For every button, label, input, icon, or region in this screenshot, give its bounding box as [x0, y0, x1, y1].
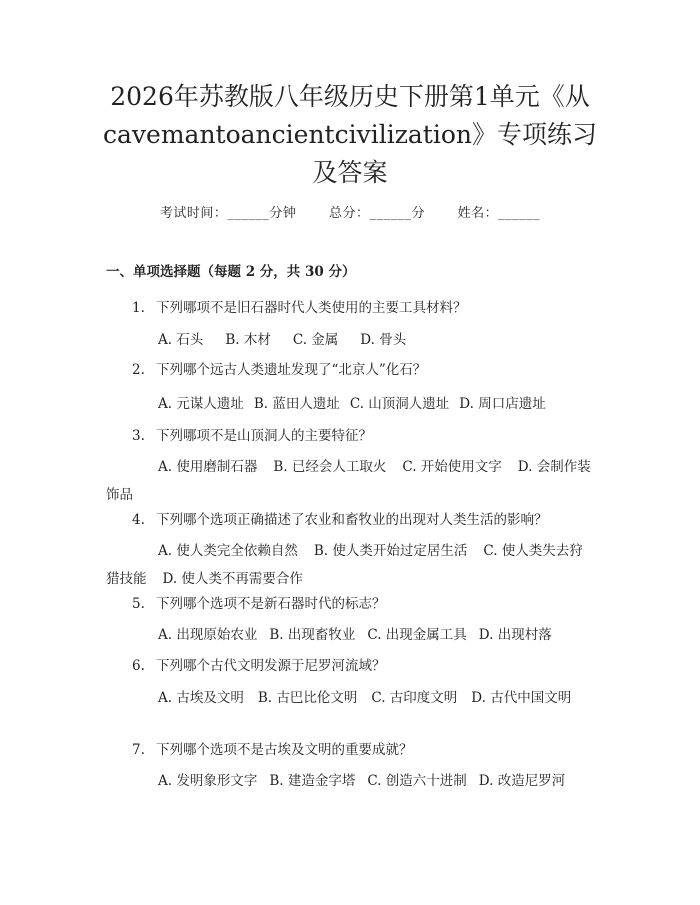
question-4-options	[106, 537, 592, 593]
question-4	[132, 510, 548, 530]
option-a: A. 出现原始农业	[158, 627, 258, 643]
option-a: A. 石头	[158, 332, 204, 348]
question-text: 下列哪个远古人类遗址发现了“北京人”化石？	[156, 362, 427, 378]
option-d: D. 使人类不再需要合作	[162, 571, 303, 587]
option-a: A. 元谋人遗址	[158, 396, 244, 412]
question-text: 下列哪项不是旧石器时代人类使用的主要工具材料？	[156, 300, 467, 316]
question-number: 1.	[132, 300, 145, 316]
question-7	[132, 740, 413, 760]
question-7-options	[106, 767, 592, 795]
option-b: B. 已经会人工取火	[273, 459, 387, 475]
question-2	[132, 360, 426, 380]
option-c: C. 使人类失去狩猎技能	[106, 543, 583, 587]
section-title: 一、单项选择题（每题 2 分，共 30 分）	[106, 264, 356, 280]
question-number: 5.	[132, 596, 145, 612]
exam-meta-line	[0, 204, 700, 224]
option-c: C. 金属	[292, 332, 339, 348]
question-6	[132, 656, 386, 676]
question-text: 下列哪个选项不是新石器时代的标志？	[156, 596, 386, 612]
total-score-field: 总分：______分	[328, 206, 425, 221]
question-number: 6.	[132, 658, 145, 674]
option-d: D. 周口店遗址	[459, 396, 546, 412]
option-b: B. 建造金字塔	[269, 773, 356, 789]
title-line-1: 2026年苏教版八年级历史下册第1单元《从	[110, 82, 590, 111]
option-d: D. 古代中国文明	[471, 690, 572, 706]
option-c: C. 古印度文明	[371, 690, 458, 706]
question-1	[132, 298, 467, 318]
question-5-options	[106, 621, 592, 649]
option-d: D. 骨头	[360, 332, 407, 348]
option-c: C. 山顶洞人遗址	[349, 396, 450, 412]
exam-time-field: 考试时间：______分钟	[159, 206, 297, 221]
question-number: 7.	[132, 742, 145, 758]
option-b: B. 出现畜牧业	[269, 627, 356, 643]
question-number: 3.	[132, 428, 145, 444]
title-line-3: 及答案	[312, 158, 388, 187]
option-d: D. 会制作装饰品	[106, 459, 591, 503]
question-number: 2.	[132, 362, 145, 378]
question-text: 下列哪个选项不是古埃及文明的重要成就？	[156, 742, 413, 758]
option-d: D. 改造尼罗河	[478, 773, 566, 789]
option-b: B. 木材	[225, 332, 271, 348]
question-3	[132, 426, 372, 446]
option-d: D. 出现村落	[478, 627, 552, 643]
option-a: A. 古埃及文明	[158, 690, 244, 706]
option-b: B. 使人类开始过定居生活	[313, 543, 468, 559]
option-a: A. 使人类完全依赖自然	[158, 543, 298, 559]
option-b: B. 古巴比伦文明	[257, 690, 358, 706]
option-b: B. 蓝田人遗址	[253, 396, 340, 412]
question-2-options	[106, 390, 592, 418]
option-c: C. 开始使用文字	[402, 459, 502, 475]
question-number: 4.	[132, 512, 145, 528]
title-line-2: cavemantoancientcivilization》专项练习	[103, 120, 597, 149]
option-a: A. 发明象形文字	[158, 773, 258, 789]
question-1-options	[106, 326, 592, 354]
question-5	[132, 594, 386, 614]
question-text: 下列哪个古代文明发源于尼罗河流域？	[156, 658, 386, 674]
question-text: 下列哪项不是山顶洞人的主要特征？	[156, 428, 372, 444]
question-3-options	[106, 453, 592, 509]
student-name-field: 姓名：______	[457, 206, 541, 221]
question-text: 下列哪个选项正确描述了农业和畜牧业的出现对人类生活的影响？	[156, 512, 548, 528]
question-6-options	[106, 684, 592, 712]
option-c: C. 创造六十进制	[367, 773, 467, 789]
document-title	[60, 78, 640, 192]
option-a: A. 使用磨制石器	[158, 459, 258, 475]
option-c: C. 出现金属工具	[367, 627, 467, 643]
